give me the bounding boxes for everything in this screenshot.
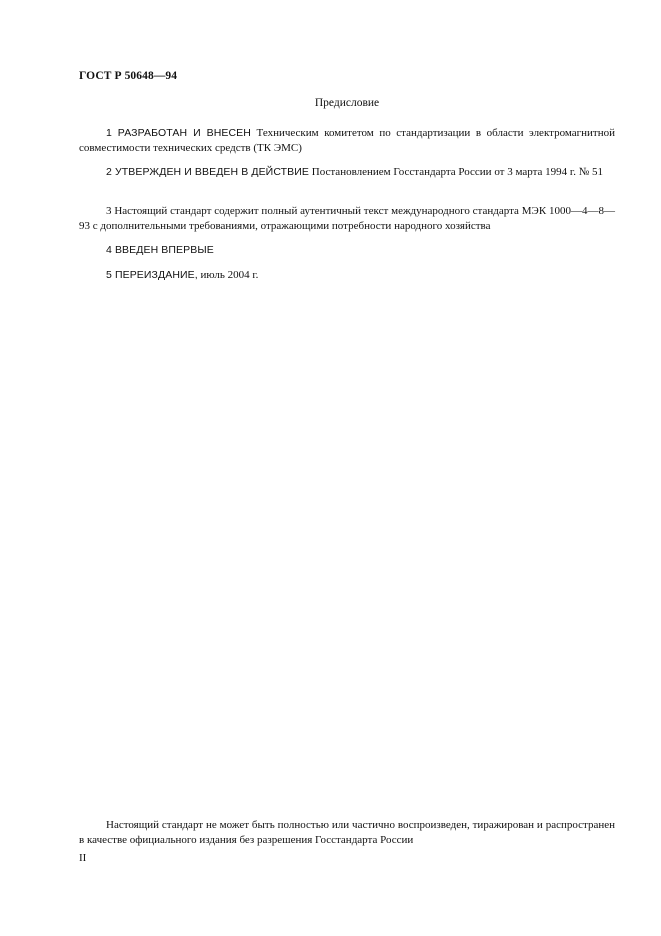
foreword-item-4 [79,243,615,258]
foreword-item-3 [79,204,615,234]
foreword-item-5 [79,268,615,283]
foreword-item-1-text: Техническим комитетом по стандартизации в области электромагнитной совместимости технических средств (ТК ЭМС) [79,127,616,154]
foreword-item-2 [79,165,615,180]
foreword-item-4-lead: 4 ВВЕДЕН ВПЕРВЫЕ [106,244,214,256]
foreword-item-1-lead: 1 РАЗРАБОТАН И ВНЕСЕН [106,127,251,139]
page-number: II [79,852,87,864]
document-designation: ГОСТ Р 50648—94 [79,70,178,82]
foreword-item-2-lead: 2 УТВЕРЖДЕН И ВВЕДЕН В ДЕЙСТВИЕ [106,166,310,178]
foreword-item-5-text: июль 2004 г. [197,269,259,281]
copyright-notice: Настоящий стандарт не может быть полностью или частично воспроизведен, тиражирован и распространен в качестве официального издания без разрешения Госстандарта России [79,819,615,846]
foreword-item-2-text: Постановлением Госстандарта России от 3 марта 1994 г. № 51 [309,166,603,178]
section-title: Предисловие [314,97,380,109]
foreword-item-3-text: 3 Настоящий стандарт содержит полный аутентичный текст международного стандарта МЭК 1000—4—8—93 с дополнительными требованиями, отражающими потребности народного хозяйства [79,205,615,232]
foreword-item-1 [79,126,615,156]
foreword-item-5-lead: 5 ПЕРЕИЗДАНИЕ, [106,269,198,281]
